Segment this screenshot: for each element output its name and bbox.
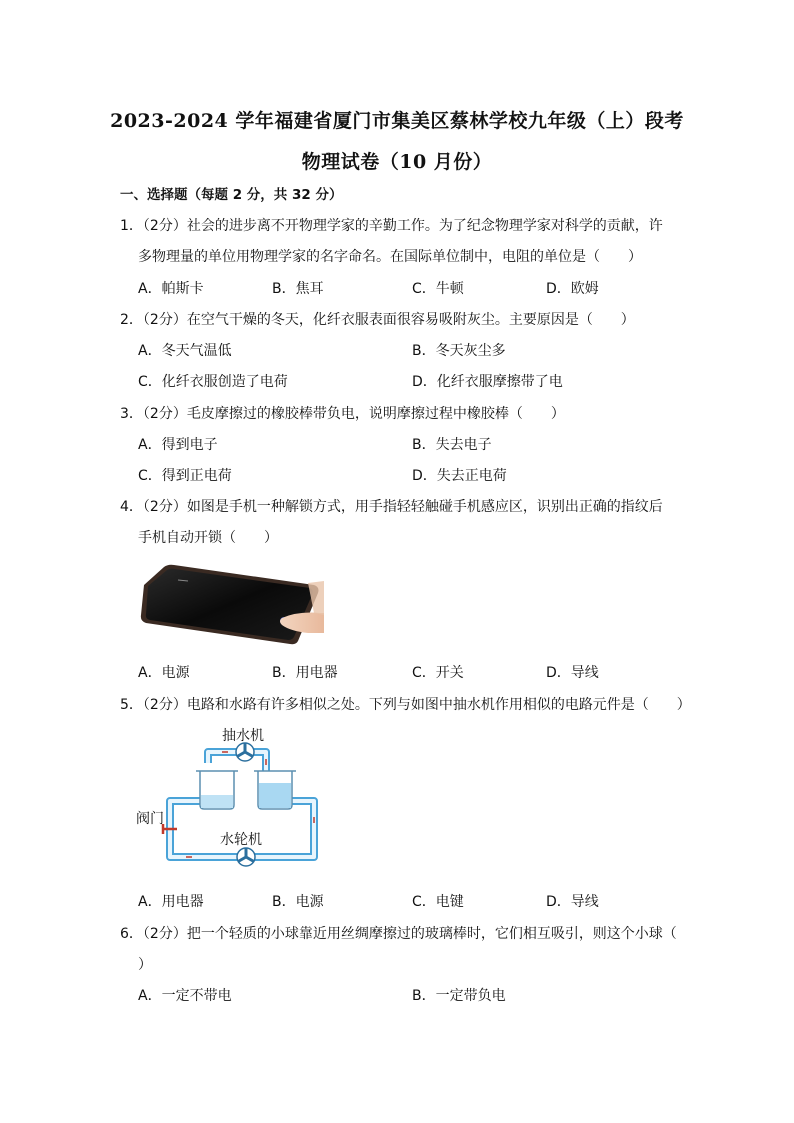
q4-option-b: B．用电器: [272, 665, 338, 681]
left-beaker-water: [201, 795, 233, 808]
q5-option-b: B．电源: [272, 894, 324, 910]
page-title-line1: 2023-2024 学年福建省厦门市集美区蔡林学校九年级（上）段考: [110, 110, 684, 132]
question-1-text: 1．（2分）社会的进步离不开物理学家的辛勤工作。为了纪念物理学家对科学的贡献，许: [120, 218, 663, 234]
valve-label: 阀门: [136, 811, 164, 827]
q3-option-d: D．失去正电荷: [412, 468, 507, 484]
question-3-text: 3．（2分）毛皮摩擦过的橡胶棒带负电，说明摩擦过程中橡胶棒（ ）: [120, 406, 565, 422]
question-4-text: 4．（2分）如图是手机一种解锁方式，用手指轻轻触碰手机感应区，识别出正确的指纹后: [120, 499, 663, 515]
question-2-text: 2．（2分）在空气干燥的冬天，化纤衣服表面很容易吸附灰尘。主要原因是（ ）: [120, 312, 635, 328]
q5-option-d: D．导线: [546, 894, 599, 910]
phone-fingerprint-figure: [138, 563, 324, 647]
q2-option-c: C．化纤衣服创造了电荷: [138, 374, 288, 390]
q5-option-a: A．用电器: [138, 894, 204, 910]
q4-option-d: D．导线: [546, 665, 599, 681]
page-title-line2: 物理试卷（10 月份）: [301, 151, 493, 173]
q1-option-a: A．帕斯卡: [138, 281, 204, 297]
turbine-label: 水轮机: [220, 832, 262, 848]
question-5-text: 5．（2分）电路和水路有许多相似之处。下列与如图中抽水机作用相似的电路元件是（ ）: [120, 697, 691, 713]
q6-option-a: A．一定不带电: [138, 988, 232, 1004]
q1-option-d: D．欧姆: [546, 281, 599, 297]
q6-option-b: B．一定带负电: [412, 988, 506, 1004]
q3-option-b: B．失去电子: [412, 437, 492, 453]
question-6-text: 6．（2分）把一个轻质的小球靠近用丝绸摩擦过的玻璃棒时，它们相互吸引，则这个小球（: [120, 926, 677, 942]
q4-option-c: C．开关: [412, 665, 464, 681]
pump-label: 抽水机: [222, 728, 264, 744]
q3-option-a: A．得到电子: [138, 437, 218, 453]
right-beaker-water: [259, 783, 291, 808]
q3-option-c: C．得到正电荷: [138, 468, 232, 484]
q2-option-d: D．化纤衣服摩擦带了电: [412, 374, 563, 390]
q2-option-a: A．冬天气温低: [138, 343, 232, 359]
phone-screen: [146, 569, 313, 640]
q1-option-c: C．牛顿: [412, 281, 464, 297]
question-4-text-cont: 手机自动开锁（ ）: [138, 530, 278, 546]
question-6-text-cont: ）: [138, 957, 152, 973]
q4-option-a: A．电源: [138, 665, 190, 681]
q5-option-c: C．电键: [412, 894, 464, 910]
question-1-text-cont: 多物理量的单位用物理学家的名字命名。在国际单位制中，电阻的单位是（ ）: [138, 249, 642, 265]
water-circuit-figure: [136, 725, 326, 883]
q2-option-b: B．冬天灰尘多: [412, 343, 506, 359]
q1-option-b: B．焦耳: [272, 281, 324, 297]
section-heading: 一、选择题（每题 2 分，共 32 分）: [120, 187, 343, 203]
